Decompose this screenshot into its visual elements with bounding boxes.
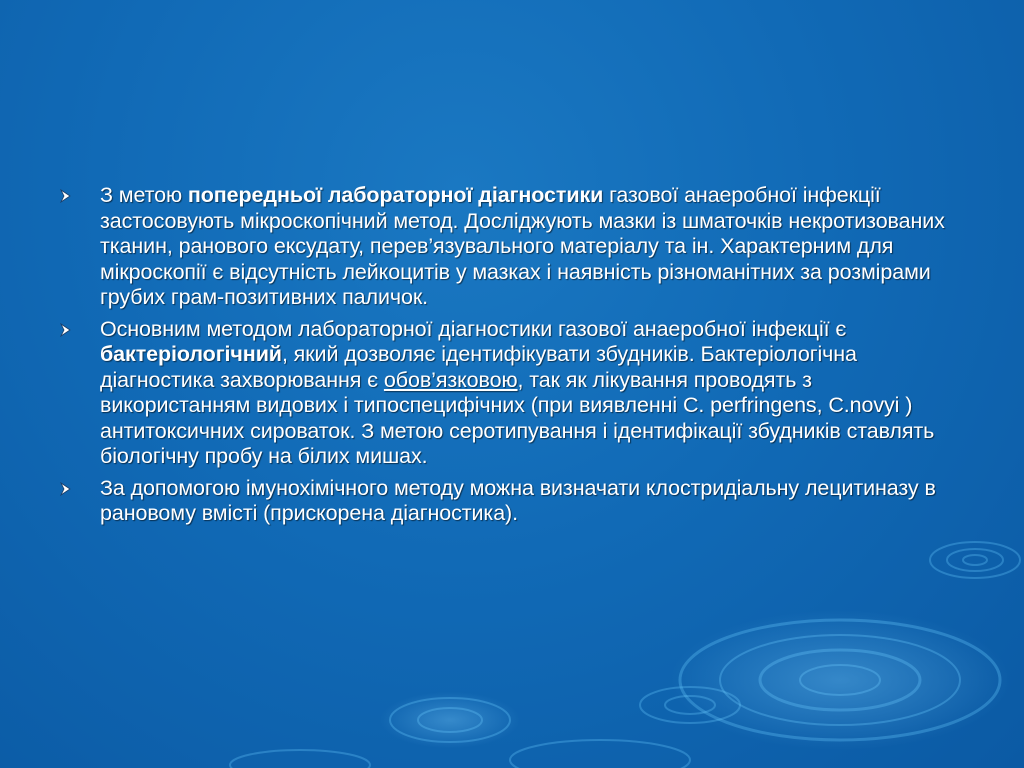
- text-segment: газової анаеробної інфекції застосовують мікроскопічний метод. Досліджують мазки із шматочків некротизованих тканин, ранового ексудату, перев’язувального матеріалу та ін. Характерним для мікроскопії є відсутність лейкоцитів у мазках і наявність різноманітних за розмірами грубих грам-позитивних паличок.: [100, 183, 945, 309]
- arrow-chevron-icon: [60, 323, 76, 337]
- bullet-item: [60, 183, 960, 311]
- arrow-chevron-icon: [60, 189, 76, 203]
- text-segment: , так як лікування проводять з використанням видових і типоспецифічних (при виявленні C. perfringens, C.novyi ) антитоксичних сироваток. З метою серотипування і ідентифікації збудників ставлять біологічну пробу на білих мишах.: [100, 367, 935, 468]
- bold-text: попередньої лабораторної діагностики: [187, 183, 604, 207]
- text-segment: З метою: [100, 183, 188, 207]
- text-segment: За допомогою імунохімічного методу можна визначати клостридіальну лецитиназу в рановому вмісті (прискорена діагностика).: [100, 475, 936, 525]
- text-segment: Основним методом лабораторної діагностики газової анаеробної інфекції є: [100, 316, 847, 341]
- bullet-text: [100, 317, 960, 470]
- bold-text: бактеріологічний: [100, 342, 282, 366]
- bullet-item: [60, 476, 960, 527]
- bullet-text: [100, 183, 960, 311]
- underlined-text: обов’язковою: [383, 367, 518, 392]
- bullet-text: [100, 476, 960, 527]
- arrow-chevron-icon: [60, 482, 76, 496]
- bullet-item: [60, 317, 960, 470]
- text-segment: , який дозволяє ідентифікувати збудників. Бактеріологічна діагностика захворювання є: [100, 342, 857, 392]
- slide-content: [60, 183, 960, 533]
